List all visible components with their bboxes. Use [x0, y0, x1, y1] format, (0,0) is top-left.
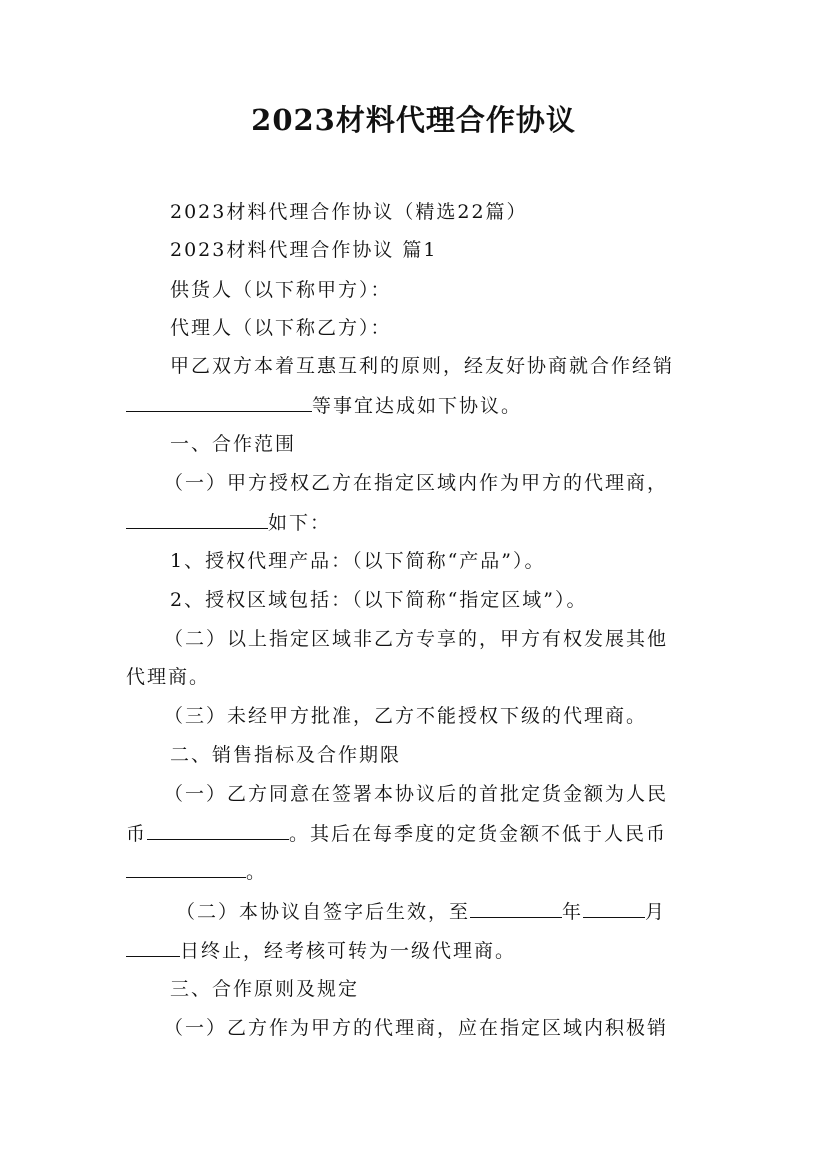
line-text: 如下： [268, 512, 332, 534]
paragraph-line [126, 238, 750, 262]
line-text: （三）未经甲方批准，乙方不能授权下级的代理商。 [164, 705, 648, 727]
fill-in-blank [470, 899, 562, 918]
paragraph-line [126, 510, 706, 535]
document-title: 2023材料代理合作协议 [251, 103, 576, 137]
line-text: （二）以上指定区域非乙方专享的，甲方有权发展其他 [164, 628, 669, 650]
line-text: 一、合作范围 [170, 433, 297, 455]
line-text: 。 [246, 861, 268, 883]
paragraph-line [126, 354, 750, 378]
paragraph-line [126, 704, 744, 728]
paragraph-line [126, 821, 706, 846]
line-text: 2、授权区域包括：（以下简称“指定区域”）。 [170, 589, 588, 611]
paragraph-line [126, 899, 756, 924]
line-text: 2023材料代理合作协议 篇1 [170, 239, 438, 261]
line-text: （一）乙方作为甲方的代理商，应在指定区域内积极销 [164, 1017, 669, 1039]
paragraph-line [126, 200, 750, 224]
paragraph-line [126, 471, 744, 495]
paragraph-line [126, 627, 744, 651]
line-text: 年 [562, 901, 584, 923]
line-text: （二）本协议自签字后生效，至 [176, 901, 471, 923]
line-text: 供货人（以下称甲方）： [170, 279, 392, 301]
section-heading [126, 432, 750, 456]
line-text: 三、合作原则及规定 [170, 978, 360, 1000]
paragraph-line [126, 393, 706, 418]
line-text: （一）乙方同意在签署本协议后的首批定货金额为人民 [164, 783, 669, 805]
line-text: （一）甲方授权乙方在指定区域内作为甲方的代理商， [164, 472, 669, 494]
paragraph-line [126, 665, 706, 689]
line-text: 币 [126, 823, 148, 845]
paragraph-line [126, 782, 744, 806]
fill-in-blank [126, 510, 268, 529]
paragraph-line [126, 316, 750, 340]
line-text: 2023材料代理合作协议（精选22篇） [170, 201, 528, 223]
line-text: 甲乙双方本着互惠互利的原则，经友好协商就合作经销 [170, 355, 675, 377]
paragraph-line [126, 1016, 744, 1040]
fill-in-blank [126, 938, 180, 957]
line-text: 代理商。 [126, 666, 211, 688]
paragraph-line [126, 859, 706, 884]
fill-in-blank [147, 821, 289, 840]
line-text: 。其后在每季度的定货金额不低于人民币 [289, 823, 668, 845]
line-text: 代理人（以下称乙方）： [170, 317, 392, 339]
fill-in-blank [583, 899, 645, 918]
fill-in-blank [126, 393, 312, 412]
paragraph-line [126, 549, 750, 573]
fill-in-blank [126, 859, 246, 878]
line-text: 二、销售指标及合作期限 [170, 744, 402, 766]
section-heading [126, 977, 750, 1001]
section-heading [126, 743, 750, 767]
line-text: 日终止，经考核可转为一级代理商。 [180, 940, 517, 962]
paragraph-line [126, 588, 750, 612]
line-text: 月 [645, 901, 667, 923]
line-text: 等事宜达成如下协议。 [312, 395, 523, 417]
paragraph-line [126, 938, 706, 963]
line-text: 1、授权代理产品：（以下简称“产品”）。 [170, 550, 546, 572]
paragraph-line [126, 278, 750, 302]
